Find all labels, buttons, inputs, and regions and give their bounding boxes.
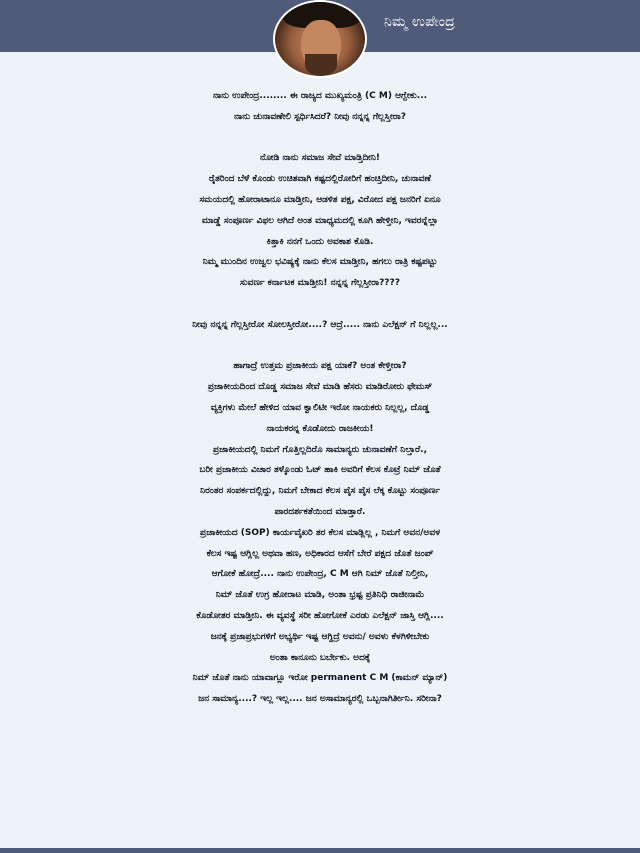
post-line: ನಿಮ್ ಜೊತೆ ಉಗ್ರ ಹೋರಾಟ ಮಾಡಿ, ಅಂತಾ ಭ್ರಷ್ಟ ಪ್ರತಿನಿಧಿ ರಾಜೀನಾಮೆ bbox=[215, 590, 425, 601]
post-line: ನಾಯಕರನ್ನ ಕೊಡೋದು ರಾಜಕೀಯ! bbox=[266, 423, 374, 434]
post-line: ಹಾಗಾದ್ರೆ ಉತ್ತಮ ಪ್ರಜಾಕೀಯ ಪಕ್ಷ ಯಾಕೆ? ಅಂತ ಕೇಳ್ತೀರಾ? bbox=[233, 361, 407, 372]
post-line: ಜನಕ್ಕೆ ಪ್ರಜಾಪ್ರಭುಗಳಿಗೆ ಅಭ್ಯರ್ಥಿ ಇಷ್ಟ ಆಗ್ದಿದ್ರೆ ಅವನು/ ಅವಳು ಕೆಳಗಿಳೀಬೇಕು bbox=[210, 631, 430, 642]
paragraph-gap bbox=[6, 294, 634, 315]
post-line: ವ್ಯಕ್ತಿಗಳು ಮೇಲೆ ಹೇಳಿದ ಯಾವ ಕ್ವಾಲಿಟೀ ಇರೋ ನಾಯಕರು ನಿಲ್ಲಲ್ಲ, ದೊಡ್ಡ bbox=[210, 402, 430, 413]
post-line: ಪಾರದರ್ಶಕತೆಯಿಂದ ಮಾಡ್ತಾರೆ. bbox=[274, 506, 366, 517]
post-line: ನೀವು ನನ್ನನ್ನ ಗೆಲ್ಲಸ್ತೀರೋ ಸೋಲಸ್ತೀರೋ....? ಆದ್ರೆ..... ನಾನು ಎಲೆಕ್ಷನ್ ಗೆ ನಿಲ್ಲಲ್ಲ... bbox=[192, 319, 448, 330]
post-line: ನಿಮ್ ಜೊತೆ ನಾನು ಯಾವಾಗ್ಲೂ ಇರೋ permanent C M (ಕಾಮನ್ ಮ್ಯಾನ್) bbox=[192, 673, 448, 684]
post-line: ನಿಮ್ಮ ಮುಂದಿನ ಉಜ್ವಲ ಭವಿಷ್ಯಕ್ಕೆ ನಾನು ಕೆಲಸ ಮಾಡ್ತೀನಿ, ಹಗಲು ರಾತ್ರಿ ಕಷ್ಟಪಟ್ಟು bbox=[202, 257, 438, 268]
post-line: ನೋಡಿ ನಾನು ಸಮಾಜ ಸೇವೆ ಮಾಡ್ತಿದೀನಿ! bbox=[259, 153, 381, 164]
paragraph-gap bbox=[6, 128, 634, 149]
post-line: ಕಿತ್ತಾಕಿ ನನಗೆ ಒಂದು ಅವಕಾಶ ಕೊಡಿ. bbox=[266, 236, 374, 247]
post-line: ಪ್ರಜಾಕೀಯದಿಂದ ದೊಡ್ಡ ಸಮಾಜ ಸೇವೆ ಮಾಡಿ ಹೆಸರು ಮಾಡಿರೋರು ಫೇಮಸ್ bbox=[207, 382, 433, 393]
post-line: ಕೆಲಸ ಇಷ್ಟ ಆಗ್ಲಿಲ್ಲ ಅಥವಾ ಹಣ, ಅಧಿಕಾರದ ಆಸೆಗೆ ಬೇರೆ ಪಕ್ಷದ ಜೊತೆ ಜಂಪ್ bbox=[206, 548, 434, 559]
post-line: ಪ್ರಜಾಕೀಯದಲ್ಲಿ ನಿಮಗೆ ಗೊತ್ತಿಲ್ಲದಿರೊ ಸಾಮಾನ್ಯರು ಚುನಾವಣೆಗೆ ನಿಲ್ತಾರೆ., bbox=[212, 444, 428, 455]
post-line: ರೈತರಿಂದ ಬೆಳೆ ಕೊಂಡು ಉಚಿತವಾಗಿ ಕಷ್ಟದಲ್ಲಿರೋರಿಗೆ ಹಂಚ್ತಿದೀನಿ, ಚುನಾವಣೆ bbox=[209, 174, 431, 185]
post-line: ಮಾಡ್ಡೆ ಸಂಪೂರ್ಣ ವಿಫಲ ಆಗಿದೆ ಅಂತ ಮಾಧ್ಯಮದಲ್ಲಿ ಕೂಗಿ ಹೇಳ್ತೀನಿ, ಇವರನ್ನೆಲ್ಲಾ bbox=[201, 215, 439, 226]
post-line: ನಿರಂತರ ಸಂಪರ್ಕದಲ್ಲಿದ್ದು, ನಿಮಗೆ ಬೇಕಾದ ಕೆಲಸ ಪೈಸ ಪೈಸ ಲೆಕ್ಕ ಕೊಟ್ಟು ಸಂಪೂರ್ಣ bbox=[200, 486, 440, 497]
post-line: ಸುವರ್ಣ ಕರ್ನಾಟಕ ಮಾಡ್ತೀನಿ! ನನ್ನನ್ನ ಗೆಲ್ಲಸ್ತೀರಾ???? bbox=[240, 278, 400, 289]
footer-bar bbox=[0, 848, 640, 853]
profile-photo bbox=[273, 0, 367, 78]
post-body bbox=[6, 86, 634, 710]
post-line: ಬರೀ ಪ್ರಜಾಕೀಯ ವಿಚಾರ ತಳ್ಕೊಂಡು ಓಟ್ ಹಾಕಿ ಅವರಿಗೆ ಕೆಲಸ ಕೊಟ್ರೆ ನಿಮ್ ಜೊತೆ bbox=[199, 465, 441, 476]
post-line: ನಾನು ಚುನಾವಣೇಲಿ ಸ್ಪರ್ಧಿಸಿದರೆ? ನೀವು ನನ್ನನ್ನ ಗೆಲ್ಲಸ್ತೀರಾ? bbox=[234, 111, 406, 122]
post-line: ಸಮಯದಲ್ಲಿ ಹೋರಾಟಾನೂ ಮಾಡ್ತೀನಿ, ಆಡಳಿತ ಪಕ್ಷ, ವಿರೋದ ಪಕ್ಷ ಜನರಿಗೆ ಏನೂ bbox=[199, 194, 441, 205]
post-line: ಅಂತಾ ಕಾನೂನು ಬರ್ಬೇಕು. ಅದಕ್ಕೆ bbox=[269, 652, 371, 663]
post-line: ಕೊಡೋತರ ಮಾಡ್ತೀನಿ. ಈ ವ್ಯವಸ್ಥೆ ಸರೀ ಹೋಗೋಕೆ ಎರಡು ಎಲೆಕ್ಷನ್ ಜಾಸ್ತಿ ಆಗ್ಲಿ.... bbox=[196, 610, 444, 621]
profile-photo-beard bbox=[305, 54, 337, 76]
post-line: ಆಗೋಕೆ ಹೋದ್ರೆ.... ನಾನು ಉಪೇಂದ್ರ, C M ಆಗಿ ನಿಮ್ ಜೊತೆ ನಿಲ್ತೀನಿ, bbox=[211, 569, 429, 580]
post-line: ಪ್ರಜಾಕೀಯದ (SOP) ಕಾರ್ಯವೈಖರಿ ತರ ಕೆಲಸ ಮಾಡ್ಲಿಲ್ಲ , ನಿಮಗೆ ಅವನ/ಅವಳ bbox=[199, 527, 441, 538]
paragraph-gap bbox=[6, 336, 634, 357]
post-line: ನಾನು ಉಪೇಂದ್ರ........ ಈ ರಾಜ್ಯದ ಮುಖ್ಯಮಂತ್ರಿ (C M) ಆಗ್ಬೇಕು... bbox=[212, 91, 428, 101]
post-line: ಜನ ಸಾಮಾನ್ಯ....? ಇಲ್ಲ ಇಲ್ಲ.... ಜನ ಅಸಾಮಾನ್ಯರಲ್ಲಿ ಒಬ್ಬನಾಗಿರ್ತೀನಿ. ಸರೀನಾ? bbox=[198, 694, 442, 705]
brand-name: ನಿಮ್ಮ ಉಪೇಂದ್ರ bbox=[384, 14, 456, 30]
